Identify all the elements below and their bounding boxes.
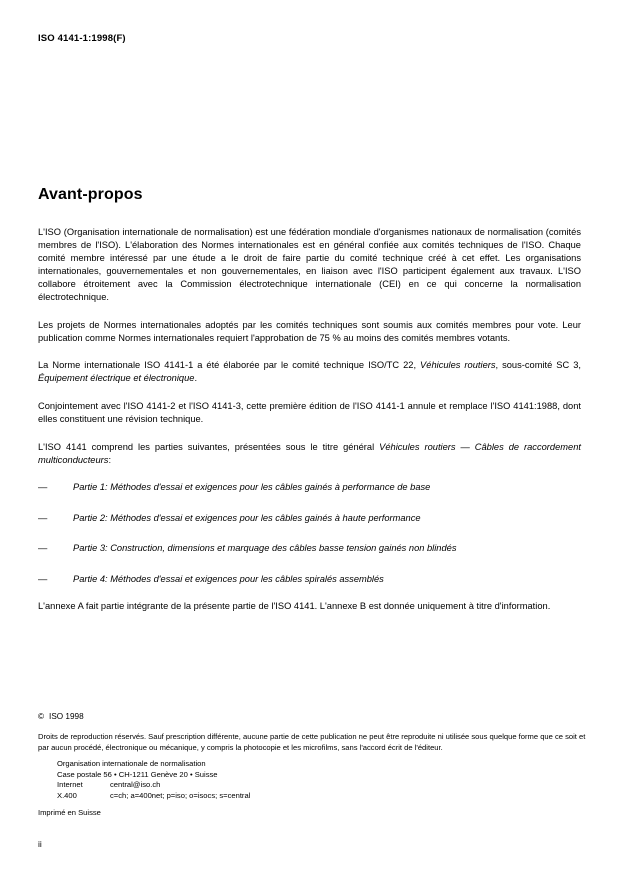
copyright-text: ISO 1998 xyxy=(49,712,84,721)
page-number: ii xyxy=(38,839,42,849)
parts-intro-text-part-1: L'ISO 4141 comprend les parties suivantes, présentées sous le titre général xyxy=(38,441,380,452)
printed-in-text: Imprimé en Suisse xyxy=(38,807,101,817)
tc-italic-vehicules-routiers: Véhicules routiers xyxy=(420,360,496,371)
list-item-label: Partie 1: Méthodes d'essai et exigences pour les câbles gainés à performance de base xyxy=(73,482,431,493)
copyright-icon: © xyxy=(38,712,45,721)
parts-intro-paragraph xyxy=(38,441,581,467)
parts-intro-italic-general-title: Véhicules routiers — Câbles de raccordement multiconducteurs xyxy=(38,441,581,465)
parts-list xyxy=(38,481,581,586)
copyright-line xyxy=(38,711,590,722)
list-item-label: Partie 4: Méthodes d'essai et exigences pour les câbles spiralés assemblés xyxy=(73,573,384,584)
tc-text-part-1: La Norme internationale ISO 4141-1 a été élaborée par le comité technique ISO/TC 22, xyxy=(38,360,421,371)
internet-value: central@iso.ch xyxy=(110,780,161,790)
list-item xyxy=(38,512,581,525)
running-head: ISO 4141-1:1998(F) xyxy=(38,33,126,44)
em-dash-icon: — xyxy=(38,482,48,493)
tc-text-part-2: , sous-comité SC 3, xyxy=(495,360,581,371)
list-item-label: Partie 2: Méthodes d'essai et exigences pour les câbles gainés à haute performance xyxy=(73,512,421,523)
page-footer xyxy=(38,711,590,818)
tc-italic-equipement-electrique: Équipement électrique et électronique xyxy=(38,373,195,384)
page-title: Avant-propos xyxy=(38,186,143,203)
tc-text-part-3: . xyxy=(194,373,198,384)
x400-value: c=ch; a=400net; p=iso; o=isocs; s=central xyxy=(110,790,251,800)
foreword-section xyxy=(38,186,581,613)
publisher-organisation: Organisation internationale de normalisation xyxy=(57,759,206,769)
annex-paragraph: L'annexe A fait partie intégrante de la présente partie de l'ISO 4141. L'annexe B est donnée uniquement à titre d'information. xyxy=(38,601,551,612)
list-item-label: Partie 3: Construction, dimensions et marquage des câbles basse tension gainés non blindés xyxy=(73,543,457,554)
revision-paragraph: Conjointement avec l'ISO 4141-2 et l'ISO 4141-3, cette première édition de l'ISO 4141-1 annule et remplace l'ISO 4141:1988, dont elles constituent une révision technique. xyxy=(38,400,581,425)
em-dash-icon: — xyxy=(38,512,48,523)
x400-label: X.400 xyxy=(57,790,77,800)
publisher-address-block xyxy=(38,759,590,801)
em-dash-icon: — xyxy=(38,543,48,554)
list-item xyxy=(38,481,581,494)
publisher-postal-address: Case postale 56 • CH-1211 Genève 20 • Suisse xyxy=(57,769,218,779)
parts-intro-text-part-2: : xyxy=(108,454,112,465)
em-dash-icon: — xyxy=(38,573,48,584)
foreword-paragraph-1: L'ISO (Organisation internationale de normalisation) est une fédération mondiale d'organismes nationaux de normalisation (comités membres de l'ISO). L'élaboration des Normes internationales est en général confiée aux comités techniques de l'ISO. Chaque comité membre intéressé par une étude a le droit de faire partie du comité technique créé à cet effet. Les organisations internationales, gouvernementales et non gouvernementales, en liaison avec l'ISO participent également aux travaux. L'ISO collabore étroitement avec la Commission électrotechnique internationale (CEI) en ce qui concerne la normalisation électrotechnique. xyxy=(38,227,581,303)
foreword-paragraph-2: Les projets de Normes internationales adoptés par les comités techniques sont soumis aux comités membres pour vote. Leur publication comme Normes internationales requiert l'approbation de 75 % au moins des comités membres votants. xyxy=(38,319,581,343)
internet-label: Internet xyxy=(57,780,83,790)
reproduction-rights-text: Droits de reproduction réservés. Sauf prescription différente, aucune partie de cette publication ne peut être reproduite ni utilisée sous quelque forme que ce soit et par aucun procédé, électronique ou mécanique, y compris la photocopie et les microfilms, sans l'accord écrit de l'éditeur. xyxy=(38,732,586,752)
list-item xyxy=(38,542,581,555)
publisher-internet-row xyxy=(57,780,590,791)
technical-committee-paragraph xyxy=(38,359,581,385)
list-item xyxy=(38,573,581,586)
publisher-x400-row xyxy=(57,791,590,802)
